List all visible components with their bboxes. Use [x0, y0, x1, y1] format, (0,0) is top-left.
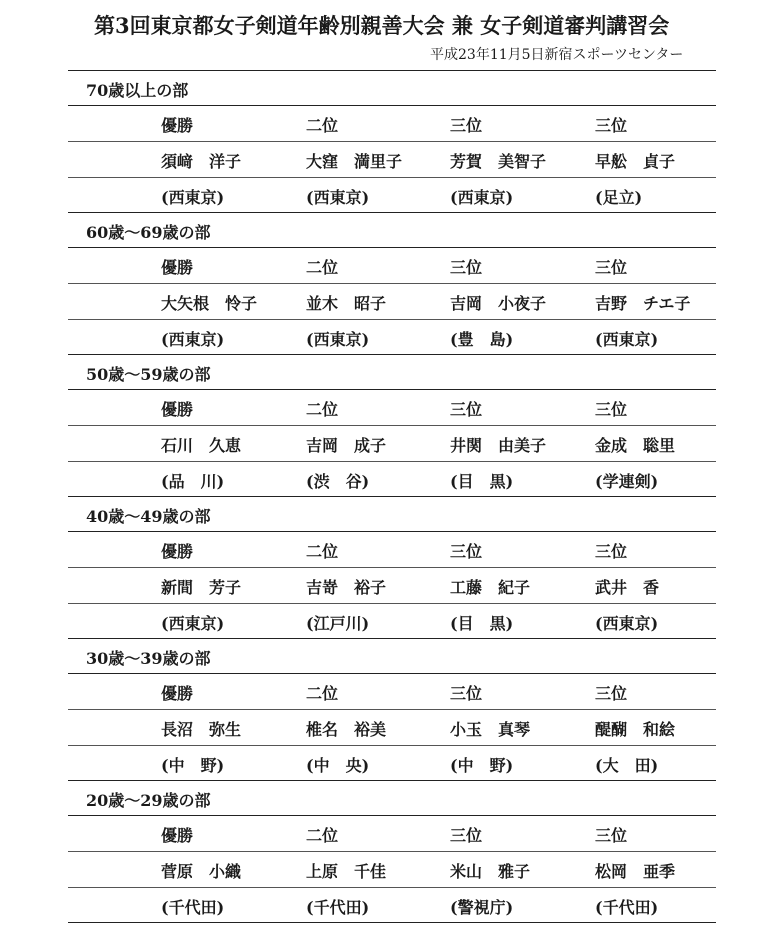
age-division-title: 70歳以上の部 — [86, 81, 189, 100]
winner-name: 吉野 チエ子 — [595, 294, 691, 313]
winner-name: 石川 久恵 — [161, 436, 242, 455]
rank-label: 三位 — [595, 826, 628, 845]
winner-affiliation: (品 川) — [161, 472, 225, 491]
winner-affiliation: (西東京) — [306, 188, 370, 207]
age-division-title: 20歳～29歳の部 — [86, 791, 211, 810]
winner-name: 長沼 弥生 — [161, 720, 242, 739]
winner-name: 椎名 裕美 — [306, 720, 387, 739]
age-division-header — [68, 639, 716, 674]
winner-name: 吉嵜 裕子 — [306, 578, 387, 597]
rank-label: 二位 — [306, 542, 339, 561]
winner-affiliation: (中 央) — [306, 756, 370, 775]
rank-label: 二位 — [306, 400, 339, 419]
winner-affiliation: (西東京) — [161, 614, 225, 633]
winner-name-row — [68, 142, 716, 178]
winner-name: 工藤 紀子 — [450, 578, 531, 597]
rank-label: 三位 — [450, 258, 483, 277]
age-division-section — [68, 355, 716, 497]
winner-affiliation: (西東京) — [306, 330, 370, 349]
winner-affiliation: (西東京) — [595, 614, 659, 633]
rank-row — [68, 674, 716, 710]
age-division-header — [68, 213, 716, 248]
winner-name-row — [68, 284, 716, 320]
rank-row — [68, 106, 716, 142]
rank-label: 三位 — [595, 684, 628, 703]
affiliation-row — [68, 178, 716, 213]
rank-label: 三位 — [450, 542, 483, 561]
winner-name: 醍醐 和絵 — [595, 720, 676, 739]
rank-label: 優勝 — [161, 684, 194, 703]
age-division-section — [68, 639, 716, 781]
age-division-title: 50歳～59歳の部 — [86, 365, 211, 384]
winner-affiliation: (西東京) — [450, 188, 514, 207]
winner-affiliation: (千代田) — [595, 898, 659, 917]
document-title: 第3回東京都女子剣道年齢別親善大会 兼 女子剣道審判講習会 — [94, 13, 670, 38]
event-date-venue: 平成23年11月5日新宿スポーツセンター — [430, 47, 684, 63]
rank-label: 三位 — [595, 400, 628, 419]
affiliation-row — [68, 746, 716, 781]
winner-name: 新間 芳子 — [161, 578, 242, 597]
rank-label: 優勝 — [161, 116, 194, 135]
winner-affiliation: (千代田) — [161, 898, 225, 917]
winner-name-row — [68, 568, 716, 604]
results-table — [68, 70, 716, 923]
winner-name: 吉岡 成子 — [306, 436, 387, 455]
winner-name: 並木 昭子 — [306, 294, 387, 313]
winner-name: 上原 千佳 — [306, 862, 387, 881]
age-division-section — [68, 71, 716, 213]
rank-label: 三位 — [595, 258, 628, 277]
rank-label: 二位 — [306, 684, 339, 703]
rank-label: 二位 — [306, 258, 339, 277]
rank-label: 三位 — [450, 826, 483, 845]
winner-name-row — [68, 426, 716, 462]
results-sections — [68, 71, 716, 923]
winner-affiliation: (目 黒) — [450, 614, 514, 633]
winner-affiliation: (大 田) — [595, 756, 659, 775]
age-division-header — [68, 497, 716, 532]
winner-affiliation: (千代田) — [306, 898, 370, 917]
winner-name: 芳賀 美智子 — [450, 152, 547, 171]
winner-affiliation: (中 野) — [161, 756, 225, 775]
rank-row — [68, 816, 716, 852]
age-division-title: 60歳～69歳の部 — [86, 223, 211, 242]
winner-affiliation: (警視庁) — [450, 898, 514, 917]
winner-affiliation: (足立) — [595, 188, 643, 207]
winner-name: 大矢根 怜子 — [161, 294, 258, 313]
winner-name: 須﨑 洋子 — [161, 152, 242, 171]
age-division-header — [68, 71, 716, 106]
rank-label: 優勝 — [161, 542, 194, 561]
rank-label: 優勝 — [161, 826, 194, 845]
winner-affiliation: (目 黒) — [450, 472, 514, 491]
winner-name: 早舩 貞子 — [595, 152, 676, 171]
winner-name: 菅原 小織 — [161, 862, 242, 881]
rank-row — [68, 390, 716, 426]
age-division-section — [68, 497, 716, 639]
rank-label: 三位 — [450, 116, 483, 135]
winner-name-row — [68, 852, 716, 888]
affiliation-row — [68, 320, 716, 355]
winner-affiliation: (江戸川) — [306, 614, 370, 633]
age-division-title: 40歳～49歳の部 — [86, 507, 211, 526]
rank-label: 二位 — [306, 826, 339, 845]
rank-label: 三位 — [595, 542, 628, 561]
rank-label: 優勝 — [161, 258, 194, 277]
rank-label: 二位 — [306, 116, 339, 135]
rank-row — [68, 248, 716, 284]
winner-name: 金成 聡里 — [595, 436, 676, 455]
winner-affiliation: (西東京) — [161, 188, 225, 207]
winner-affiliation: (学連剣) — [595, 472, 659, 491]
affiliation-row — [68, 604, 716, 639]
winner-name: 武井 香 — [595, 578, 660, 597]
winner-affiliation: (豊 島) — [450, 330, 514, 349]
affiliation-row — [68, 888, 716, 923]
rank-label: 優勝 — [161, 400, 194, 419]
winner-affiliation: (西東京) — [161, 330, 225, 349]
rank-row — [68, 532, 716, 568]
winner-name: 井関 由美子 — [450, 436, 547, 455]
age-division-title: 30歳～39歳の部 — [86, 649, 211, 668]
winner-name: 松岡 亜季 — [595, 862, 676, 881]
rank-label: 三位 — [450, 684, 483, 703]
age-division-header — [68, 355, 716, 390]
winner-name: 吉岡 小夜子 — [450, 294, 547, 313]
winner-affiliation: (中 野) — [450, 756, 514, 775]
age-division-header — [68, 781, 716, 816]
winner-affiliation: (渋 谷) — [306, 472, 370, 491]
rank-label: 三位 — [450, 400, 483, 419]
winner-name-row — [68, 710, 716, 746]
winner-name: 小玉 真琴 — [450, 720, 531, 739]
age-division-section — [68, 213, 716, 355]
winner-name: 米山 雅子 — [450, 862, 531, 881]
age-division-section — [68, 781, 716, 923]
winner-affiliation: (西東京) — [595, 330, 659, 349]
rank-label: 三位 — [595, 116, 628, 135]
winner-name: 大窪 満里子 — [306, 152, 403, 171]
affiliation-row — [68, 462, 716, 497]
